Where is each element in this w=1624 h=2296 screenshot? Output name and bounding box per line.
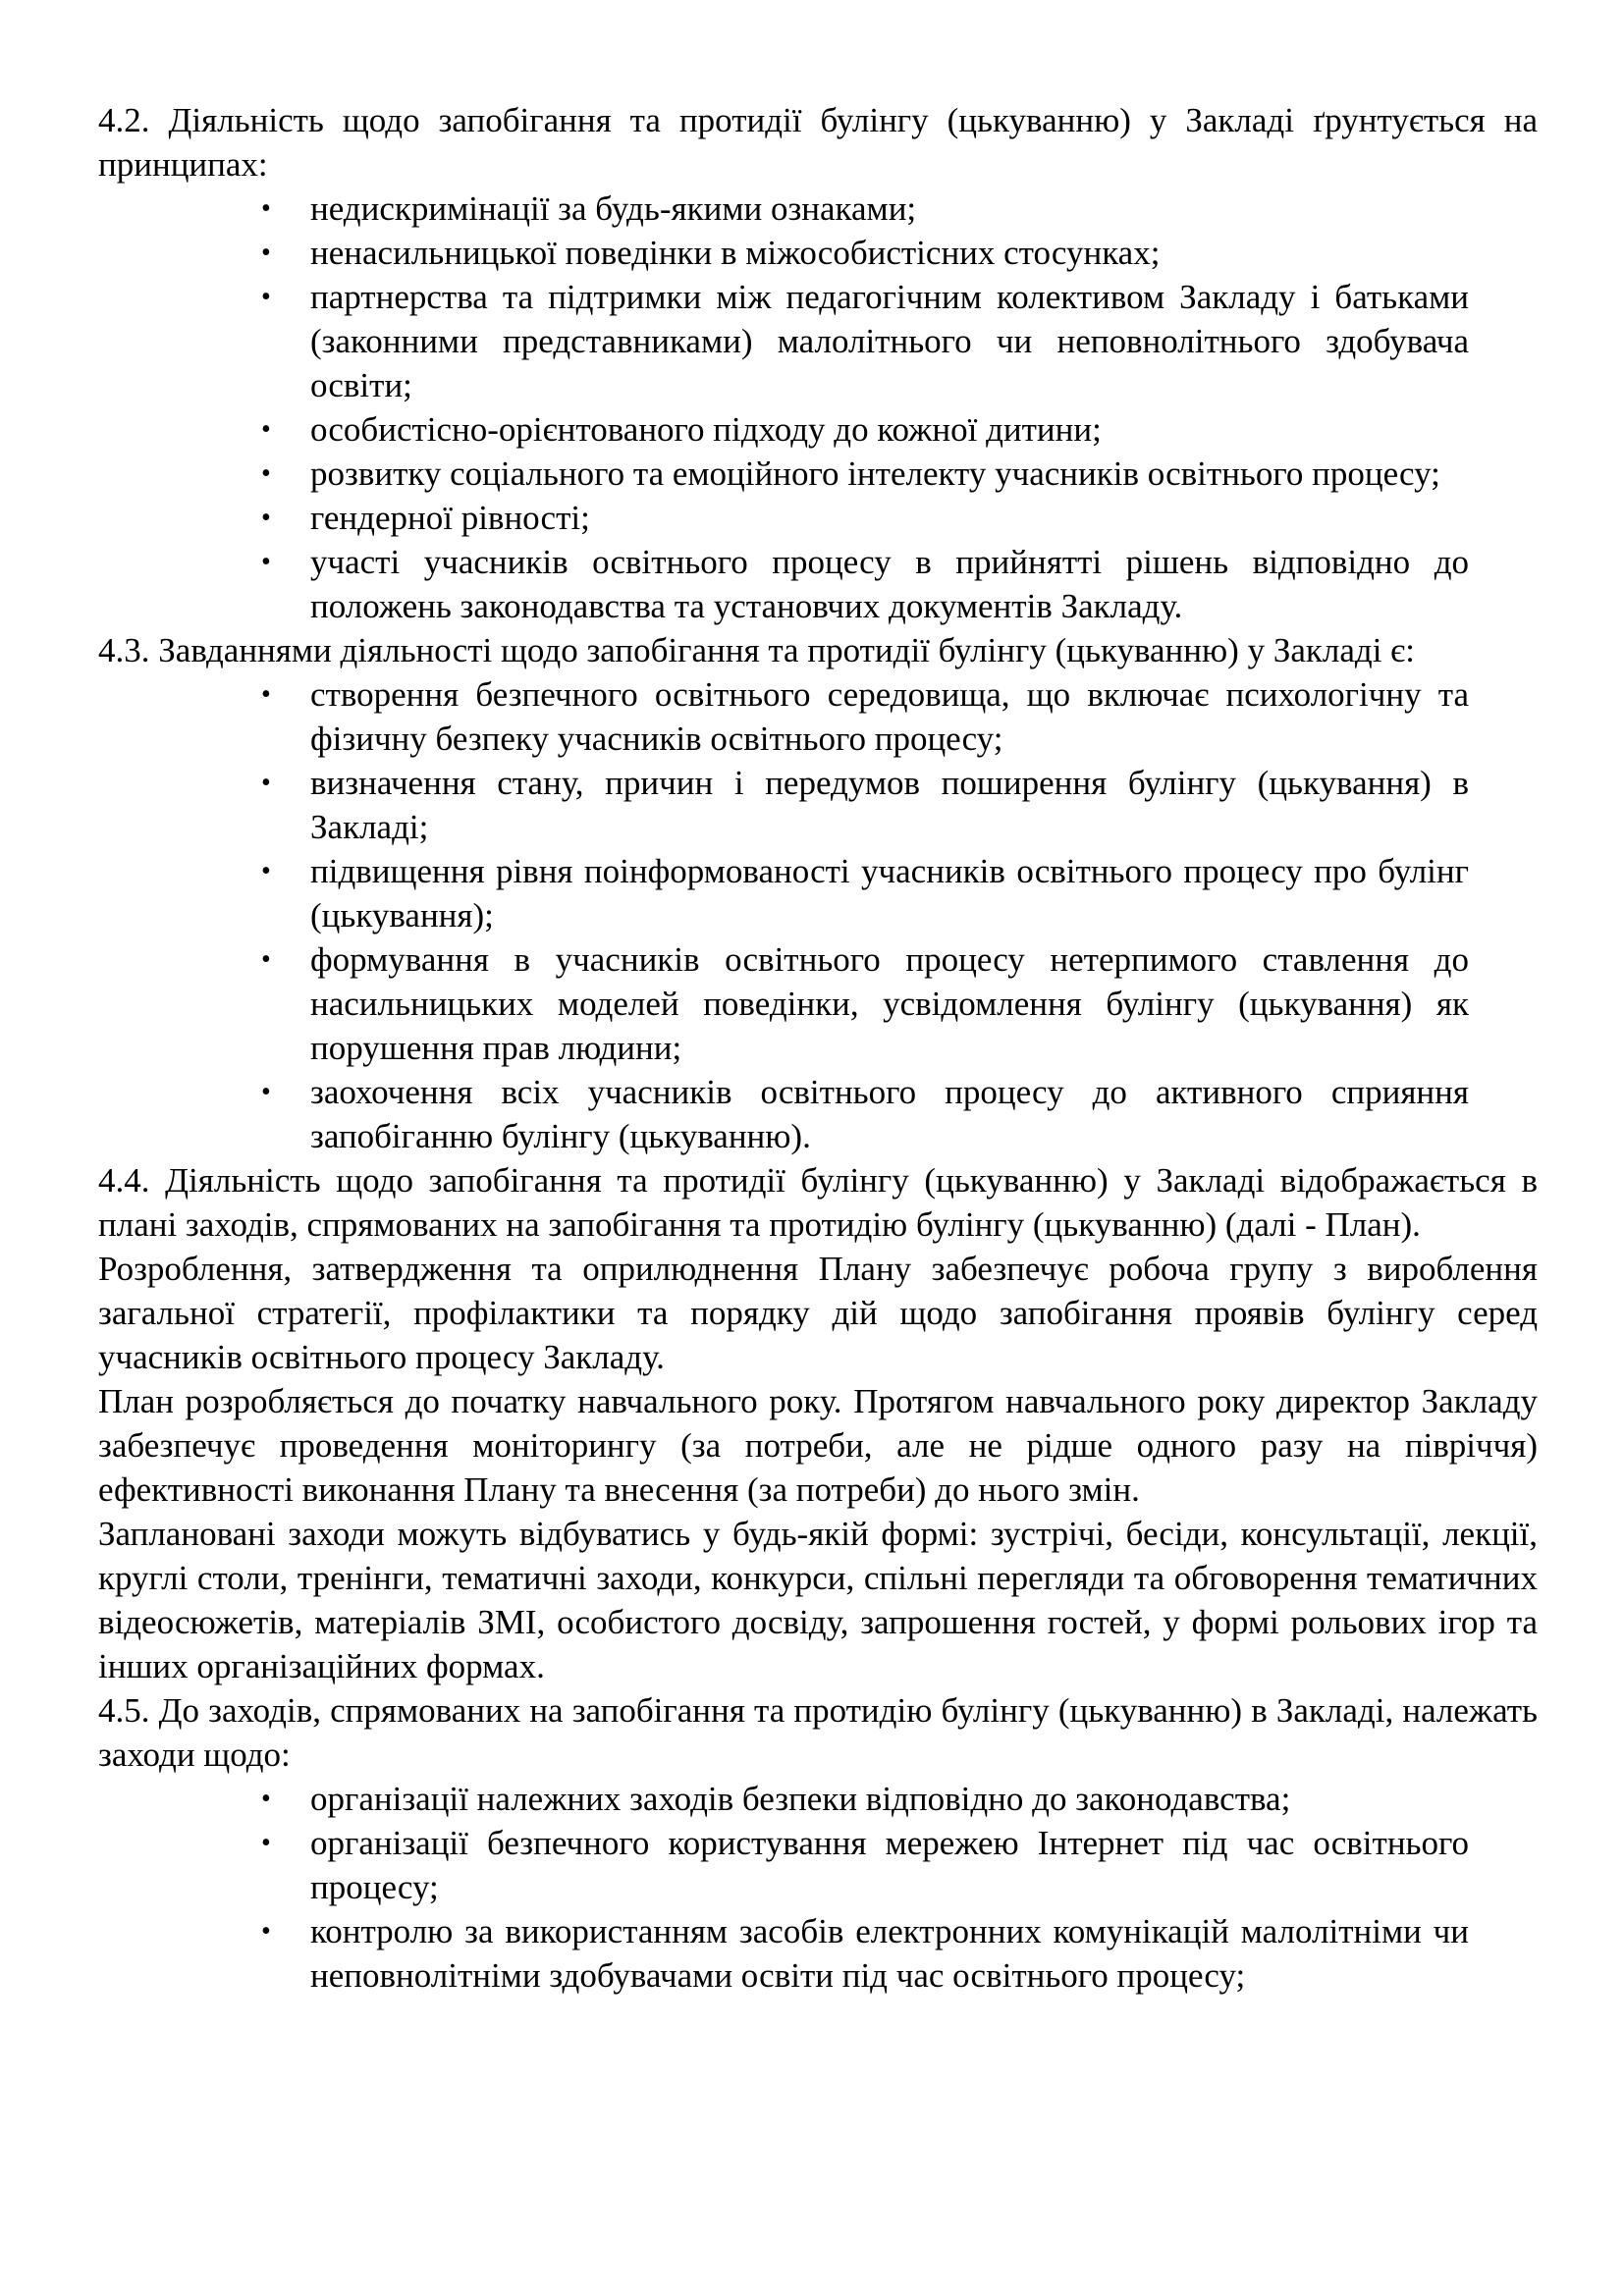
list-item: • участі учасників освітнього процесу в прийнятті рішень відповідно до положень законодавства та установчих документів Закладу. (310, 540, 1469, 628)
section-4-4-paragraph: Заплановані заходи можуть відбуватись у будь-якій формі: зустрічі, бесіди, консультації, лекції, круглі столи, тренінги, тематичні заходи, конкурси, спільні перегляди та обговорення тематичних відеосюжетів, матеріалів ЗМІ, особистого досвіду, запрошення гостей, у формі рольових ігор та інших організаційних формах. (98, 1515, 1538, 1685)
list-item: • організації належних заходів безпеки відповідно до законодавства; (310, 1777, 1469, 1821)
bullet-icon: • (261, 414, 271, 445)
list-item: • партнерства та підтримки між педагогічним колективом Закладу і батьками (законними представниками) малолітнього чи неповнолітнього здобувача освіти; (310, 275, 1469, 407)
list-item: • заохочення всіх учасників освітнього процесу до активного сприяння запобіганню булінгу (цькуванню). (310, 1070, 1469, 1158)
section-4-3-intro: 4.3. Завданнями діяльності щодо запобігання та протидії булінгу (цькуванню) у Закладі є: (98, 631, 1415, 669)
bullet-icon: • (261, 1916, 271, 1947)
list-item: • особистісно-орієнтованого підходу до кожної дитини; (310, 407, 1469, 452)
bullet-icon: • (261, 944, 271, 975)
list-item: • створення безпечного освітнього середовища, що включає психологічну та фізичну безпеку учасників освітнього процесу; (310, 672, 1469, 761)
section-4-2-intro: 4.2. Діяльність щодо запобігання та протидії булінгу (цькуванню) у Закладі ґрунтується на принципах: (98, 101, 1538, 184)
section-4-5-intro: 4.5. До заходів, спрямованих на запобігання та протидію булінгу (цькуванню) в Закладі, належать заходи щодо: (98, 1691, 1538, 1774)
list-item: • формування в учасників освітнього процесу нетерпимого ставлення до насильницьких моделей поведінки, усвідомлення булінгу (цькування) як порушення прав людини; (310, 937, 1469, 1070)
list-item: • ненасильницької поведінки в міжособистісних стосунках; (310, 231, 1469, 275)
section-4-3-list (98, 672, 1538, 1158)
bullet-icon: • (261, 193, 271, 224)
list-item: • визначення стану, причин і передумов поширення булінгу (цькування) в Закладі; (310, 761, 1469, 849)
list-item: • підвищення рівня поінформованості учасників освітнього процесу про булінг (цькування); (310, 849, 1469, 937)
list-item: • контролю за використанням засобів електронних комунікацій малолітніми чи неповнолітніми здобувачами освіти під час освітнього процесу; (310, 1909, 1469, 1998)
section-4-4-paragraph: План розробляється до початку навчального року. Протягом навчального року директор Закладу забезпечує проведення моніторингу (за потреби, але не рідше одного разу на півріччя) ефективності виконання Плану та внесення (за потреби) до нього змін. (98, 1382, 1538, 1509)
bullet-icon: • (261, 1828, 271, 1858)
section-4-4-paragraph: Розроблення, затвердження та оприлюднення Плану забезпечує робоча групу з вироблення загальної стратегії, профілактики та порядку дій щодо запобігання проявів булінгу серед учасників освітнього процесу Закладу. (98, 1250, 1538, 1376)
bullet-icon: • (261, 856, 271, 886)
bullet-icon: • (261, 1077, 271, 1107)
bullet-icon: • (261, 282, 271, 312)
section-4-2-list (98, 187, 1538, 628)
bullet-icon: • (261, 679, 271, 710)
bullet-icon: • (261, 503, 271, 533)
list-item: • гендерної рівності; (310, 496, 1469, 540)
bullet-icon: • (261, 238, 271, 268)
section-4-5-list (98, 1777, 1538, 1998)
bullet-icon: • (261, 768, 271, 798)
list-item: • недискримінації за будь-якими ознаками; (310, 187, 1469, 231)
document-page (98, 98, 1538, 1998)
section-4-4-paragraph: 4.4. Діяльність щодо запобігання та протидії булінгу (цькуванню) у Закладі відображається в плані заходів, спрямованих на запобігання та протидію булінгу (цькуванню) (далі - План). (98, 1161, 1538, 1244)
bullet-icon: • (261, 547, 271, 577)
bullet-icon: • (261, 1784, 271, 1814)
bullet-icon: • (261, 458, 271, 489)
list-item: • розвитку соціального та емоційного інтелекту учасників освітнього процесу; (310, 452, 1469, 496)
list-item: • організації безпечного користування мережею Інтернет під час освітнього процесу; (310, 1821, 1469, 1909)
